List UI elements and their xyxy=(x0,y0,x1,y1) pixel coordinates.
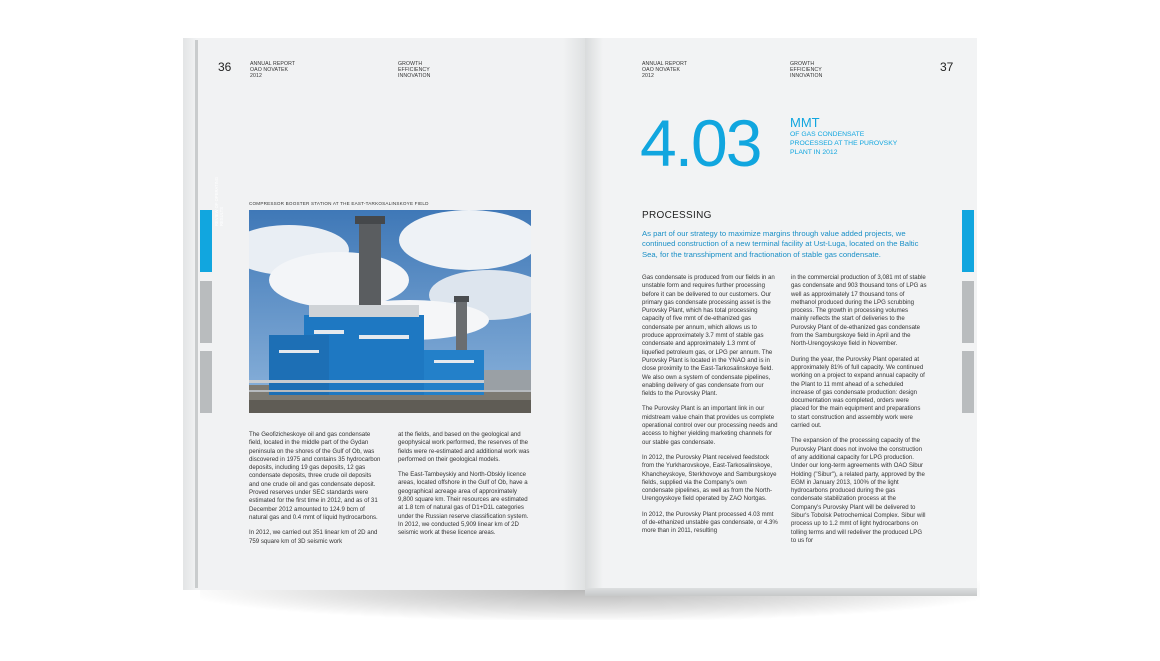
key-figure-description: OF GAS CONDENSATE PROCESSED AT THE PUROVSKY PLANT IN 2012 xyxy=(790,131,898,156)
header-report-left: ANNUAL REPORT OAO NOVATEK 2012 xyxy=(250,61,296,79)
section-tab-active-right xyxy=(962,210,974,272)
plant-photo xyxy=(249,210,531,413)
header-report-right: ANNUAL REPORT OAO NOVATEK 2012 xyxy=(642,61,688,79)
section-heading: PROCESSING xyxy=(642,210,712,221)
key-figure: 4.03 xyxy=(640,106,761,180)
page-number-right: 37 xyxy=(940,60,954,74)
paragraph: Gas condensate is produced from our fields in an unstable form and requires further processing before it can be delivered to our customers. Our primary gas condensate processing asset is the Purovsky Plant, which has total processing capacity of five mmt of de-ethanized gas condensate per annum, which allows us to produce approximately 3.7 mmt of stable gas condensate and approximately 1.3 mmt of liquefied petroleum gas, or LPG per annum. The Purovsky Plant is located in the YNAO and is in close proximity to the East-Tarkosalinskoye field. We also own a system of condensate pipelines, enabling delivery of gas condensate from our fields to the Purovsky Plant. xyxy=(642,274,775,398)
page-edge xyxy=(195,40,198,588)
section-tab-active xyxy=(200,210,212,272)
section-tab xyxy=(200,281,212,343)
page-number-left: 36 xyxy=(218,60,232,74)
section-tab xyxy=(200,351,212,413)
paragraph: The East-Tambeyskiy and North-Obskiy licence areas, located offshore in the Gulf of Ob, have a geographical acreage area of approximately 9,800 square km. Their resources are estimated at 1.8 tcm of natural gas of D1+D1L categories under the Russian reserve classification system. In 2012, we conducted 5,909 linear km of 2D seismic work at these licence areas. xyxy=(398,471,529,537)
paragraph: at the fields, and based on the geological and geophysical work performed, the reserves of the fields were re-estimated and additional work was performed on their geological models. xyxy=(398,431,530,463)
header-theme-right: GROWTH EFFICIENCY INNOVATION xyxy=(790,61,823,79)
section-tab-right xyxy=(962,281,974,343)
header-theme-left: GROWTH EFFICIENCY INNOVATION xyxy=(398,61,431,79)
paragraph: In 2012, the Purovsky Plant processed 4.03 mmt of de-ethanized unstable gas condensate, or 4.3% more than in 2011, resulting xyxy=(642,510,778,535)
section-tab-right xyxy=(962,351,974,413)
paragraph: During the year, the Purovsky Plant operated at approximately 81% of full capacity. We continued working on a project to expand annual capacity of the Plant to 11 mmt ahead of a scheduled increase of gas condensate production: design documentation was completed, orders were placed for the main equipment and preparations to start construction and assembly work were carried out. xyxy=(791,355,925,430)
paragraph: The Purovsky Plant is an important link in our midstream value chain that provides us complete operational control over our processing needs and access to higher yielding marketing channels for our stable gas condensate. xyxy=(642,405,778,446)
section-tab-label: REVIEW OF OPERATING RESULTS xyxy=(214,176,224,226)
photo-caption: COMPRESSOR BOOSTER STATION AT THE EAST-TARKOSALINSKOYE FIELD xyxy=(249,201,429,206)
lead-paragraph: As part of our strategy to maximize margins through value added projects, we continued construction of a new terminal facility at Ust-Luga, located on the Baltic Sea, for the transshipment and fractionation of stable gas condensate. xyxy=(642,229,919,259)
left-column-1 xyxy=(249,431,382,553)
right-column-1 xyxy=(642,274,778,543)
paragraph: In 2012, we carried out 351 linear km of 2D and 759 square km of 3D seismic work xyxy=(249,529,378,545)
paragraph: In 2012, the Purovsky Plant received feedstock from the Yurkharovskoye, East-Tarkosalinskoye, Khancheyskoye, Sterkhovoye and Samburgskoye fields, supplied via the Company's own condensate pipelines, as well as from the North-Urengoyskoye field operated by ZAO Nortgas. xyxy=(642,453,777,503)
page-stack xyxy=(585,588,977,596)
paragraph: The expansion of the processing capacity of the Purovsky Plant does not involve the construction of any additional capacity for LPG production. Under our long-term agreements with OAO Sibur Holding ("Sibur"), a related party, approved by the EGM in January 2013, 100% of the light hydrocarbons produced during the gas condensate stabilization process at the Company's Purovsky Plant will be delivered to Sibur's Tobolsk Petrochemical Complex. Sibur will process up to 1.2 mmt of light hydrocarbons on tolling terms and will redeliver the produced LPG to us for xyxy=(791,437,926,544)
paragraph: The Geofizicheskoye oil and gas condensate field, located in the middle part of the Gydan peninsula on the shores of the Gulf of Ob, was discovered in 1975 and contains 35 hydrocarbon deposits, including 19 gas deposits, 12 gas condensate deposits, three crude oil deposits and one crude oil and gas condensate deposit. Proved reserves under SEC standards were estimated for the first time in 2012, and as of 31 December 2012 amounted to 124.9 bcm of natural gas and 0.4 mmt of liquid hydrocarbons. xyxy=(249,431,381,521)
left-column-2 xyxy=(398,431,531,545)
paragraph: in the commercial production of 3,081 mt of stable gas condensate and 903 thousand tons of LPG as well as approximately 17 thousand tons of methanol produced during the LPG scrubbing process. The growth in processing volumes mainly reflects the start of deliveries to the Purovsky Plant of de-ethanized gas condensate from the Samburgskoye field in April and the North-Urengoyskoye field in November. xyxy=(791,274,927,348)
right-column-2 xyxy=(791,274,927,552)
key-figure-unit: MMT xyxy=(790,115,820,130)
